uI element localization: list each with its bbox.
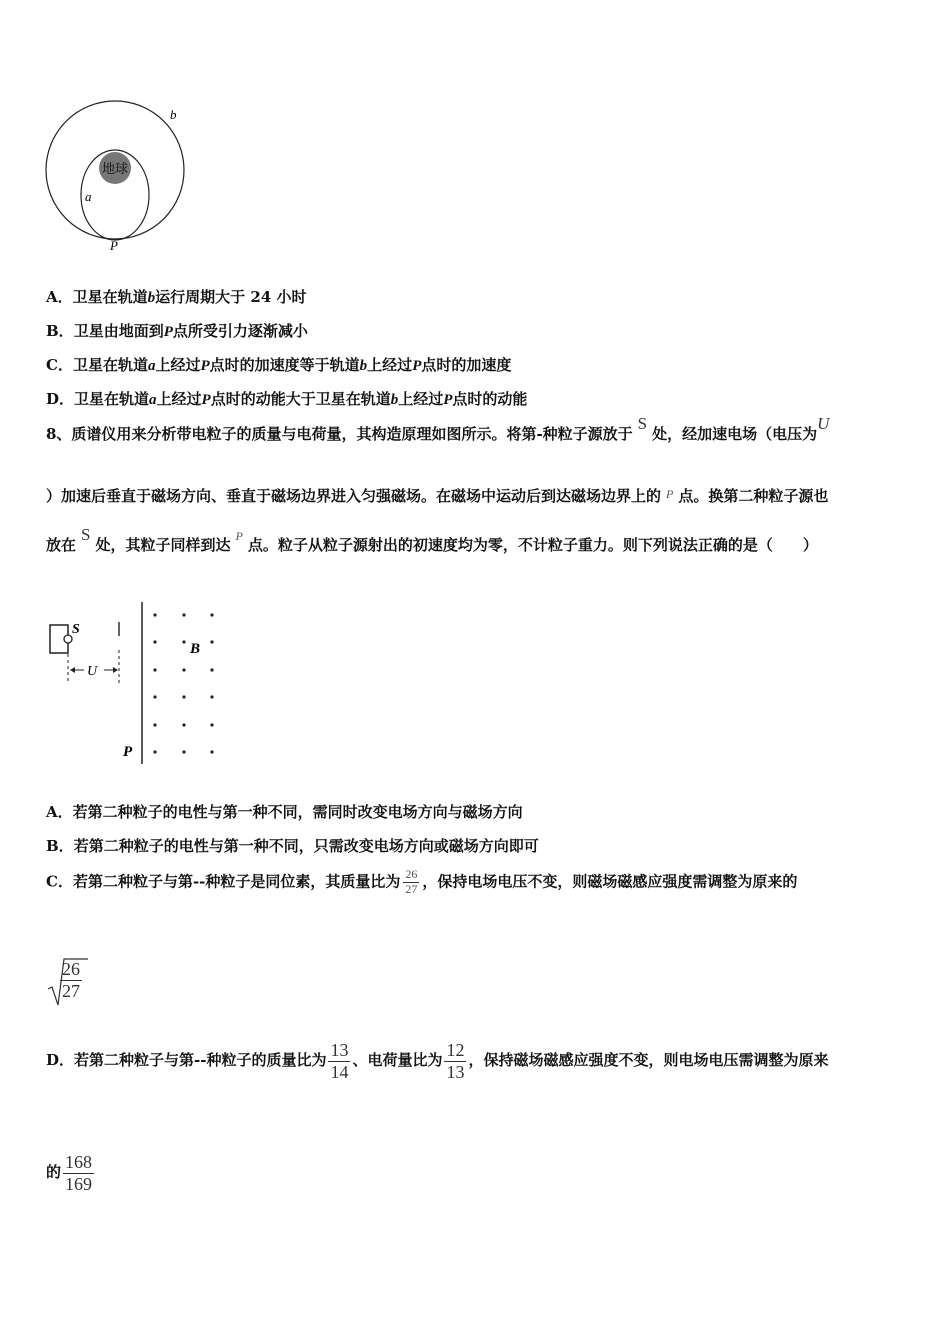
q8-option-a: A．若第二种粒子的电性与第一种不同，需同时改变电场方向与磁场方向 [46,803,523,821]
u-arrow-left-head [70,667,75,673]
source-hole [64,635,72,643]
p-label: P [123,744,133,760]
point-p-label: P [110,238,118,253]
s-label: S [72,622,80,637]
q8-option-d-cont: 的 $\frac{168}{169}$ [46,1152,93,1194]
earth-label: 地球 [101,161,129,176]
field-dots [153,613,213,753]
q8-option-c: C．若第二种粒子与第--种粒子是同位素，其质量比为 $\frac{26}{27}$ ，保持电场电压不变，则磁场磁感应强度需调整为原来的 [46,867,798,896]
orbit-b-label: b [170,107,177,122]
q7-option-d: D．卫星在轨道a上经过P点时的动能大于卫星在轨道b上经过P点时的动能 [46,390,528,408]
orbit-diagram [40,95,200,260]
q7-option-a: A．卫星在轨道b运行周期大于 24 小时 [46,288,307,306]
q8-stem-line3: 放在S处，其粒子同样到达 $^P$ 点。粒子从粒子源射出的初速度均为零，不计粒子重力。则下列说法正确的是（ ） [46,525,818,554]
spectrometer-diagram [44,598,234,770]
mass-ratio-fraction: $\frac{26}{27}$ [405,867,418,896]
b-label: B [190,641,201,657]
q8-stem-line2: ）加速后垂直于磁场方向、垂直于磁场边界进入匀强磁场。在磁场中运动后到达磁场边界上的 $^P$ 点。换第二种粒子源也 [46,487,829,505]
u-arrow-right-head [113,667,118,673]
q7-option-b: B．卫星由地面到P点所受引力逐渐减小 [46,322,308,340]
voltage-ratio-fraction: $\frac{168}{169}$ [65,1152,93,1194]
q8-option-d: D．若第二种粒子与第--种粒子的质量比为 $\frac{13}{14}$ 、电荷量比为 $\frac{12}{13}$ ，保持磁场磁感应强度不变，则电场电压需调整为原来 [46,1040,829,1082]
mass-ratio-fraction-d: $\frac{13}{14}$ [330,1040,349,1082]
orbit-a-label: a [85,189,92,204]
q8-option-b: B．若第二种粒子的电性与第一种不同，只需改变电场方向或磁场方向即可 [46,837,539,855]
charge-ratio-fraction: $\frac{12}{13}$ [446,1040,465,1082]
u-label: U [87,664,98,679]
q7-option-c: C．卫星在轨道a上经过P点时的加速度等于轨道b上经过P点时的加速度 [46,356,512,374]
q8-stem-line1: 8、质谱仪用来分析带电粒子的质量与电荷量，其构造原理如图所示。将第-种粒子源放于S处，经加速电场（电压为U [46,414,830,443]
